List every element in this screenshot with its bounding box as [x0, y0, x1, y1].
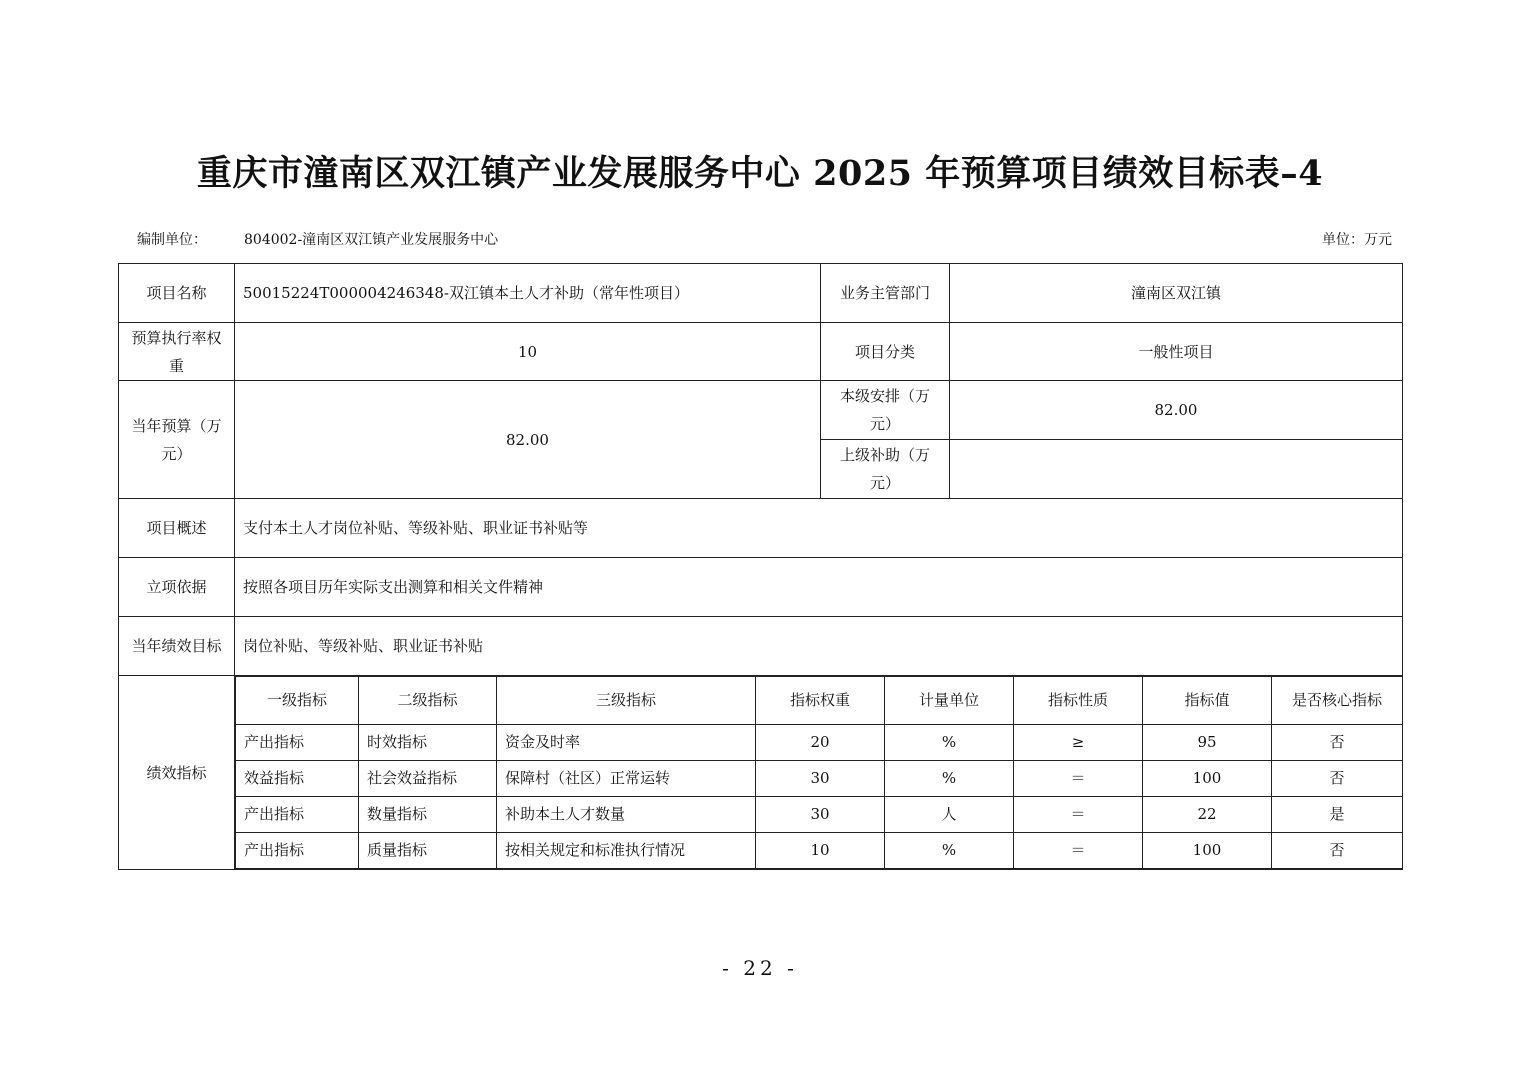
cell-level1: 产出指标: [236, 797, 359, 833]
indicators-section-label: 绩效指标: [119, 676, 235, 870]
cell-level2: 社会效益指标: [359, 761, 497, 797]
page-number: - 22 -: [722, 956, 798, 980]
overview-label: 项目概述: [119, 499, 235, 558]
header-level2: 二级指标: [359, 677, 497, 725]
cell-weight: 20: [756, 725, 885, 761]
cell-value: 100: [1143, 761, 1272, 797]
project-name-label: 项目名称: [119, 264, 235, 323]
org-value: 804002-潼南区双江镇产业发展服务中心: [244, 232, 499, 248]
cell-value: 100: [1143, 833, 1272, 869]
category-label: 项目分类: [821, 323, 950, 381]
indicators-table: [235, 676, 1403, 869]
cell-core: 否: [1272, 761, 1403, 797]
cell-level2: 数量指标: [359, 797, 497, 833]
cell-level3: 资金及时率: [497, 725, 756, 761]
upper-label: 上级补助（万元）: [821, 440, 950, 499]
dept-label: 业务主管部门: [821, 264, 950, 323]
cell-value: 22: [1143, 797, 1272, 833]
cell-level1: 效益指标: [236, 761, 359, 797]
cell-core: 否: [1272, 725, 1403, 761]
local-label: 本级安排（万元）: [821, 381, 950, 440]
cell-core: 否: [1272, 833, 1403, 869]
header-weight: 指标权重: [756, 677, 885, 725]
table-row: [236, 797, 1403, 833]
cell-core: 是: [1272, 797, 1403, 833]
indicators-container: [235, 676, 1403, 870]
header-level3: 三级指标: [497, 677, 756, 725]
unit-label: 单位：万元: [1322, 232, 1392, 248]
budget-value: 82.00: [235, 381, 821, 499]
basis-value: 按照各项目历年实际支出测算和相关文件精神: [235, 558, 1403, 617]
cell-level3: 保障村（社区）正常运转: [497, 761, 756, 797]
dept-value: 潼南区双江镇: [950, 264, 1403, 323]
cell-unit: %: [885, 725, 1014, 761]
cell-level2: 时效指标: [359, 725, 497, 761]
weight-value: 10: [235, 323, 821, 381]
cell-weight: 30: [756, 797, 885, 833]
document-title: 重庆市潼南区双江镇产业发展服务中心 2025 年预算项目绩效目标表–4: [196, 153, 1324, 194]
header-core: 是否核心指标: [1272, 677, 1403, 725]
category-value: 一般性项目: [950, 323, 1403, 381]
org-label: 编制单位：: [137, 232, 207, 248]
cell-unit: %: [885, 761, 1014, 797]
table-row: [236, 761, 1403, 797]
weight-label: 预算执行率权重: [119, 323, 235, 381]
cell-nature: ＝: [1014, 797, 1143, 833]
project-name-value: 50015224T000004246348-双江镇本土人才补助（常年性项目）: [235, 264, 821, 323]
cell-unit: %: [885, 833, 1014, 869]
cell-weight: 10: [756, 833, 885, 869]
performance-target-table: [118, 263, 1403, 870]
table-row: [236, 833, 1403, 869]
cell-nature: ＝: [1014, 833, 1143, 869]
cell-nature: ≥: [1014, 725, 1143, 761]
local-value: 82.00: [950, 381, 1403, 440]
header-unit: 计量单位: [885, 677, 1014, 725]
cell-nature: ＝: [1014, 761, 1143, 797]
cell-value: 95: [1143, 725, 1272, 761]
header-nature: 指标性质: [1014, 677, 1143, 725]
cell-unit: 人: [885, 797, 1014, 833]
header-value: 指标值: [1143, 677, 1272, 725]
table-row: [236, 725, 1403, 761]
header-level1: 一级指标: [236, 677, 359, 725]
cell-level1: 产出指标: [236, 833, 359, 869]
overview-value: 支付本土人才岗位补贴、等级补贴、职业证书补贴等: [235, 499, 1403, 558]
goal-label: 当年绩效目标: [119, 617, 235, 676]
indicators-header-row: [236, 677, 1403, 725]
cell-level3: 按相关规定和标准执行情况: [497, 833, 756, 869]
cell-level1: 产出指标: [236, 725, 359, 761]
budget-label: 当年预算（万元）: [119, 381, 235, 499]
cell-level2: 质量指标: [359, 833, 497, 869]
goal-value: 岗位补贴、等级补贴、职业证书补贴: [235, 617, 1403, 676]
upper-value: [950, 440, 1403, 499]
cell-weight: 30: [756, 761, 885, 797]
cell-level3: 补助本土人才数量: [497, 797, 756, 833]
basis-label: 立项依据: [119, 558, 235, 617]
